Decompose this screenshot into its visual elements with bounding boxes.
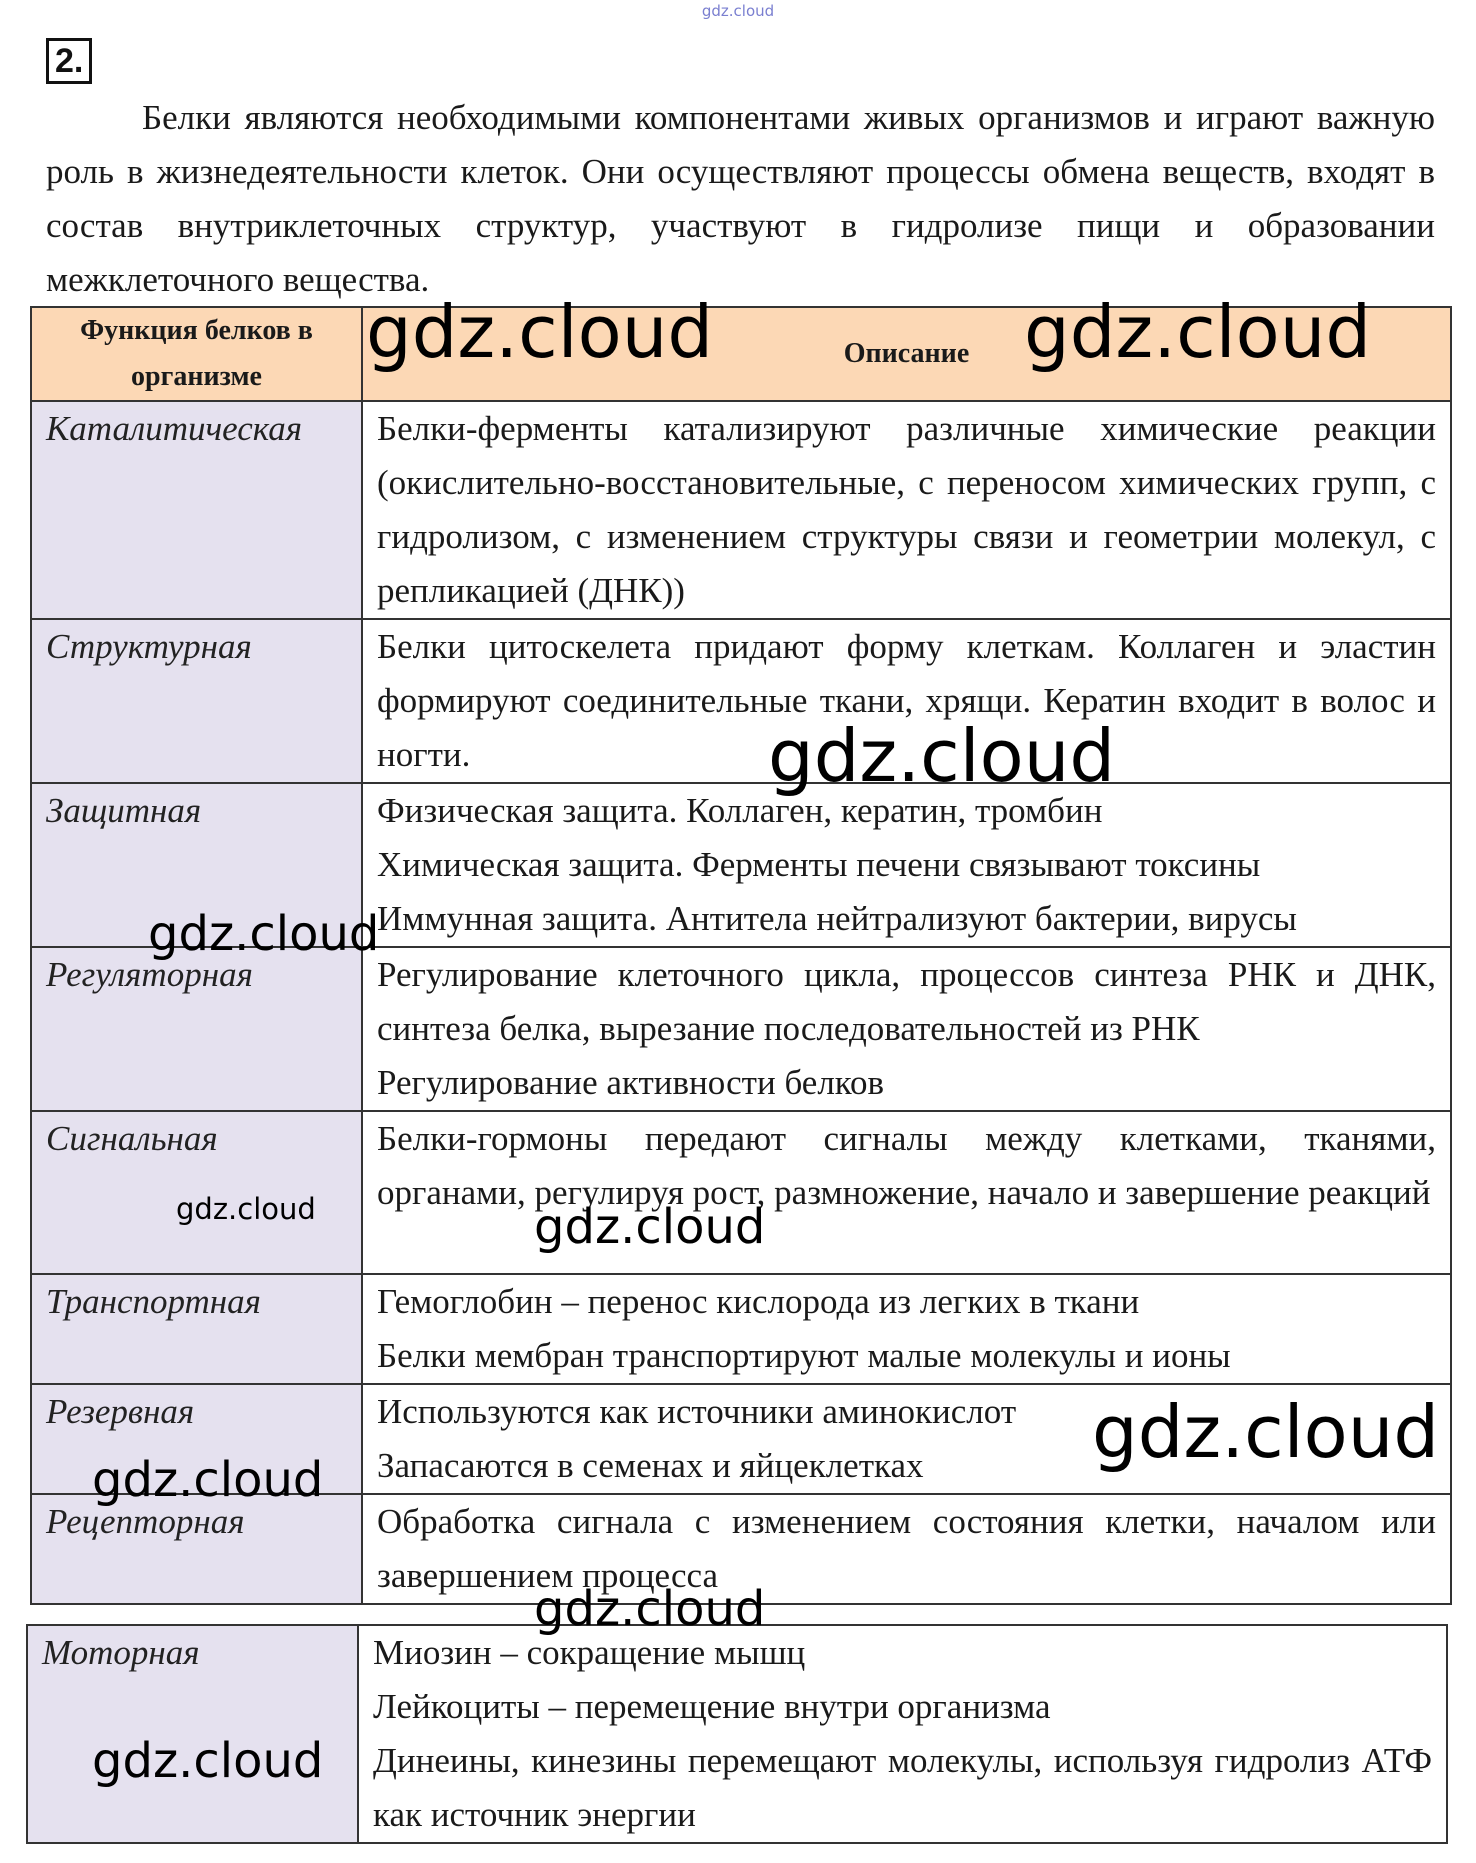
function-cell: Моторная — [27, 1625, 358, 1843]
header-function: Функция белков в организме — [31, 307, 362, 401]
description-line: Белки-ферменты катализируют различные химические реакции (окислительно-восстановительные, с переносом химических групп, с гидролизом, с изменением структуры связи и геометрии молекул, с репликацией (ДНК)) — [377, 409, 1436, 610]
description-line: Обработка сигнала с изменением состояния клетки, началом или завершением процесса — [377, 1502, 1436, 1595]
table-row — [31, 783, 1451, 947]
watermark: gdz.cloud — [534, 1581, 766, 1637]
watermark: gdz.cloud — [1092, 1390, 1440, 1474]
watermark: gdz.cloud — [1024, 290, 1372, 374]
table-row — [31, 947, 1451, 1111]
watermark: gdz.cloud — [768, 714, 1116, 798]
table-row — [31, 1274, 1451, 1384]
description-line: Белки мембран транспортируют малые молекулы и ионы — [377, 1336, 1231, 1375]
function-cell: Транспортная — [31, 1274, 362, 1384]
description-line: Регулирование активности белков — [377, 1063, 885, 1102]
description-cell — [362, 783, 1451, 947]
description-line: Динеины, кинезины перемещают молекулы, используя гидролиз АТФ как источник энергии — [373, 1741, 1432, 1834]
header-description: Описание — [362, 307, 1451, 401]
table-row — [31, 619, 1451, 783]
watermark: gdz.cloud — [534, 1199, 766, 1255]
protein-functions-table — [30, 306, 1452, 1605]
function-cell: Каталитическая — [31, 401, 362, 619]
task-number: 2. — [46, 38, 92, 84]
table-row — [27, 1625, 1447, 1843]
description-line: Белки-гормоны передают сигналы между клетками, тканями, органами, регулируя рост, размножение, начало и завершение реакций — [377, 1119, 1436, 1212]
description-line: Гемоглобин – перенос кислорода из легких в ткани — [377, 1282, 1140, 1321]
table-row — [31, 1111, 1451, 1274]
description-line: Миозин – сокращение мышц — [373, 1633, 806, 1672]
intro-text: Белки являются необходимыми компонентами живых организмов и играют важную роль в жизнедеятельности клеток. Они осуществляют процессы обмена веществ, входят в состав внутриклеточных структур, участвуют в гидролизе пищи и образовании межклеточного вещества. — [46, 98, 1435, 299]
watermark: gdz.cloud — [148, 906, 380, 962]
description-cell — [362, 401, 1451, 619]
watermark: gdz.cloud — [92, 1733, 324, 1789]
table-header-row — [31, 307, 1451, 401]
intro-paragraph — [46, 91, 1435, 307]
description-line: Запасаются в семенах и яйцеклетках — [377, 1446, 924, 1485]
function-cell: Сигнальная — [31, 1111, 362, 1274]
function-cell: Структурная — [31, 619, 362, 783]
description-cell — [358, 1625, 1447, 1843]
description-cell — [362, 1494, 1451, 1604]
description-line: Лейкоциты – перемещение внутри организма — [373, 1687, 1051, 1726]
description-line: Используются как источники аминокислот — [377, 1392, 1017, 1431]
watermark: gdz.cloud — [92, 1452, 324, 1508]
description-cell — [362, 947, 1451, 1111]
watermark: gdz.cloud — [176, 1192, 316, 1226]
description-line: Белки цитоскелета придают форму клеткам. Коллаген и эластин формируют соединительные ткани, хрящи. Кератин входит в волос и ногти. — [377, 627, 1436, 774]
function-cell: Регуляторная — [31, 947, 362, 1111]
function-cell: Резервная — [31, 1384, 362, 1494]
function-cell: Защитная — [31, 783, 362, 947]
description-line: Химическая защита. Ферменты печени связывают токсины — [377, 845, 1261, 884]
motor-function-table — [26, 1624, 1448, 1844]
watermark: gdz.cloud — [366, 290, 714, 374]
description-line: Регулирование клеточного цикла, процессов синтеза РНК и ДНК, синтеза белка, вырезание последовательностей из РНК — [377, 955, 1436, 1048]
table-row — [31, 1494, 1451, 1604]
description-cell — [362, 1274, 1451, 1384]
watermark-top: gdz.cloud — [701, 2, 775, 20]
table-row — [31, 1384, 1451, 1494]
table-row — [31, 401, 1451, 619]
description-cell — [362, 1384, 1451, 1494]
description-line: Физическая защита. Коллаген, кератин, тромбин — [377, 791, 1103, 830]
function-cell: Рецепторная — [31, 1494, 362, 1604]
description-cell — [362, 1111, 1451, 1274]
description-cell — [362, 619, 1451, 783]
description-line: Иммунная защита. Антитела нейтрализуют бактерии, вирусы — [377, 899, 1297, 938]
